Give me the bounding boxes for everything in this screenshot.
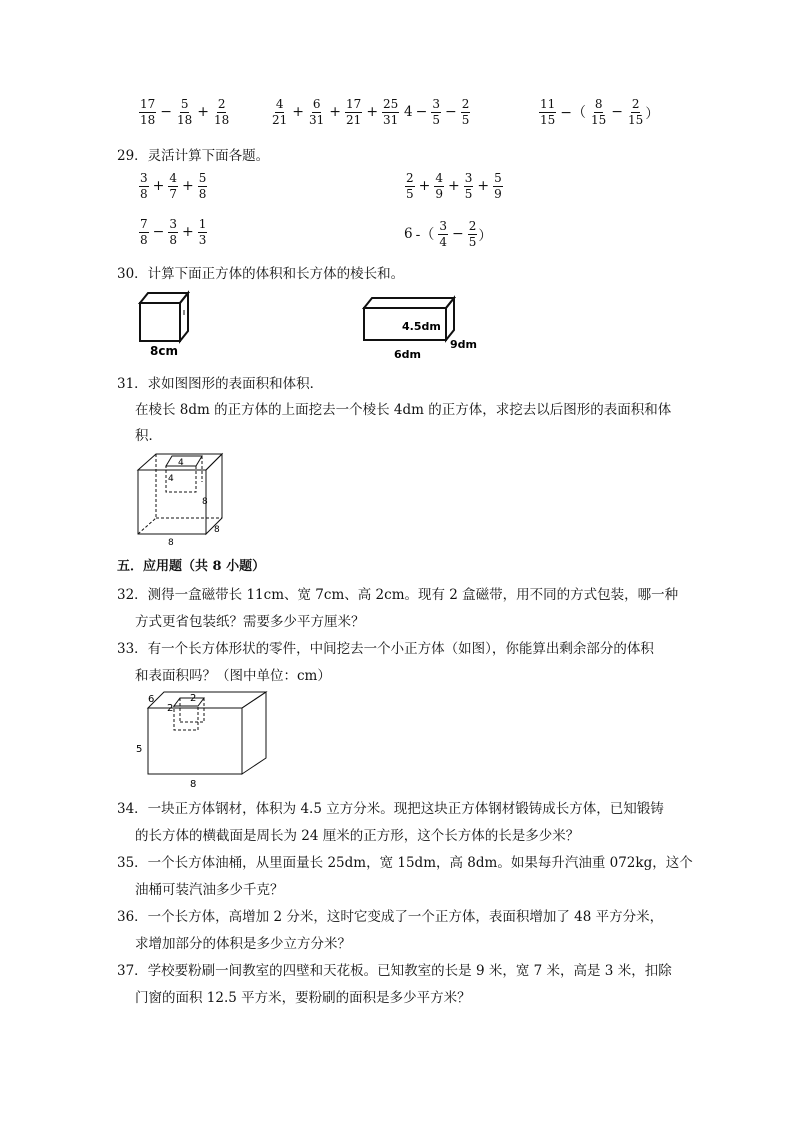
fraction: $\frac{4}{21}$ bbox=[272, 96, 288, 127]
question-36-line1: 36．一个长方体，高增加 2 分米，这时它变成了一个正方体，表面积增加了 48 平方分米， bbox=[117, 909, 664, 925]
fraction: $\frac{11}{15}$ bbox=[540, 96, 556, 127]
question-33-line1: 33．有一个长方体形状的零件，中间挖去一个小正方体（如图），你能算出剩余部分的体积 bbox=[117, 641, 654, 657]
expr-row0-2: $\frac{4}{21}$ + $\frac{6}{31}$ + $\frac{17}{21}$ + $\frac{25}{31}$ bbox=[272, 96, 399, 127]
cuboid-length-label: 8 bbox=[190, 779, 197, 790]
fraction: $\frac{17}{21}$ bbox=[346, 96, 362, 127]
question-32-line2: 方式更省包装纸？需要多少平方厘米？ bbox=[135, 614, 365, 630]
expr-row0-1: $\frac{17}{18}$ − $\frac{5}{18}$ + $\frac{2}{18}$ bbox=[140, 96, 230, 127]
fraction: $\frac{5}{9}$ bbox=[494, 170, 502, 201]
fraction: $\frac{4}{7}$ bbox=[169, 170, 178, 201]
fraction: $\frac{2}{18}$ bbox=[214, 96, 230, 127]
cuboid-height-label: 5 bbox=[136, 744, 143, 755]
section-5-heading: 五．应用题（共 8 小题） bbox=[117, 559, 266, 574]
fraction: $\frac{2}{5}$ bbox=[461, 96, 470, 127]
cube-length-label: 8 bbox=[168, 538, 174, 546]
cuboid-width-label: 9dm bbox=[450, 338, 477, 351]
fraction: $\frac{8}{15}$ bbox=[591, 96, 607, 127]
question-35-line2: 油桶可装汽油多少千克？ bbox=[135, 882, 284, 898]
fraction: $\frac{7}{8}$ bbox=[140, 216, 148, 247]
question-31-title: 31．求如图图形的表面积和体积． bbox=[117, 376, 324, 392]
question-37-line2: 门窗的面积 12.5 平方米，要粉刷的面积是多少平方米？ bbox=[135, 990, 471, 1006]
fraction: $\frac{1}{3}$ bbox=[198, 216, 207, 247]
fraction: $\frac{3}{4}$ bbox=[439, 218, 447, 249]
question-30-title: 30．计算下面正方体的体积和长方体的棱长和。 bbox=[117, 266, 405, 282]
expr-29-1: $\frac{3}{8}$ + $\frac{4}{7}$ + $\frac{5}{8}$ bbox=[140, 170, 207, 201]
fraction: $\frac{3}{8}$ bbox=[169, 216, 178, 247]
cutout-width-label: 4 bbox=[178, 458, 184, 468]
question-35-line1: 35．一个长方体油桶，从里面量长 25dm，宽 15dm，高 8dm。如果每升汽油重 072kg，这个 bbox=[117, 855, 693, 871]
fraction: $\frac{2}{5}$ bbox=[406, 170, 414, 201]
cuboid-figure bbox=[358, 292, 488, 362]
expr-29-2: $\frac{2}{5}$ + $\frac{4}{9}$ + $\frac{3}{5}$ + $\frac{5}{9}$ bbox=[406, 170, 502, 201]
question-37-line1: 37．学校要粉刷一间教室的四壁和天花板。已知教室的长是 9 米，宽 7 米，高是 3 米，扣除 bbox=[117, 963, 672, 979]
question-34-line2: 的长方体的横截面是周长为 24 厘米的正方形，这个长方体的长是多少米？ bbox=[135, 828, 580, 844]
fraction: $\frac{4}{9}$ bbox=[435, 170, 444, 201]
fraction: $\frac{3}{5}$ bbox=[432, 96, 440, 127]
fraction: $\frac{3}{5}$ bbox=[464, 170, 473, 201]
fraction: $\frac{17}{18}$ bbox=[140, 96, 156, 127]
expr-29-3: $\frac{7}{8}$ − $\frac{3}{8}$ + $\frac{1}{3}$ bbox=[140, 216, 207, 247]
question-33-line2: 和表面积吗？（图中单位：cm） bbox=[135, 668, 331, 684]
question-32-line1: 32．测得一盒磁带长 11cm、宽 7cm、高 2cm。现有 2 盒磁带，用不同的方式包装，哪一种 bbox=[117, 587, 679, 603]
question-36-line2: 求增加部分的体积是多少立方分米？ bbox=[135, 936, 351, 952]
question-31-line2: 积． bbox=[135, 428, 162, 444]
expr-row0-3: 4 − $\frac{3}{5}$ − $\frac{2}{5}$ bbox=[404, 96, 470, 127]
cuboid-height-label: 4.5dm bbox=[402, 320, 441, 333]
fraction: $\frac{3}{8}$ bbox=[140, 170, 148, 201]
fraction: $\frac{5}{18}$ bbox=[177, 96, 193, 127]
fraction: $\frac{2}{15}$ bbox=[628, 96, 644, 127]
cutout-side-label: 2 bbox=[167, 703, 174, 714]
question-29-title: 29．灵活计算下面各题。 bbox=[117, 148, 270, 164]
question-34-line1: 34．一块正方体钢材，体积为 4.5 立方分米。现把这块正方体钢材锻铸成长方体，已知锻铸 bbox=[117, 801, 664, 817]
cutout-depth-label: 4 bbox=[168, 474, 174, 484]
cutout-top-label: 2 bbox=[190, 693, 197, 704]
question-31-line1: 在棱长 8dm 的正方体的上面挖去一个棱长 4dm 的正方体，求挖去以后图形的表面积和体 bbox=[135, 402, 672, 418]
cube-figure bbox=[130, 285, 210, 360]
fraction: $\frac{25}{31}$ bbox=[383, 96, 399, 127]
fraction: $\frac{5}{8}$ bbox=[198, 170, 207, 201]
cuboid-width-label: 6 bbox=[148, 694, 155, 705]
expr-29-4: 6 -（ $\frac{3}{4}$ − $\frac{2}{5}$ ） bbox=[404, 218, 492, 249]
fraction: $\frac{2}{5}$ bbox=[468, 218, 477, 249]
cuboid-length-label: 6dm bbox=[394, 348, 421, 361]
expr-row0-4: $\frac{11}{15}$ −（ $\frac{8}{15}$ − $\frac{2}{15}$ ） bbox=[540, 96, 659, 127]
cube-cutout-figure bbox=[130, 448, 230, 546]
fraction: $\frac{6}{31}$ bbox=[309, 96, 325, 127]
cube-width-label: 8 bbox=[214, 525, 220, 535]
cuboid-cutout-figure bbox=[130, 688, 275, 790]
cube-edge-label: 8cm bbox=[150, 344, 178, 358]
cube-height-label: 8 bbox=[202, 497, 208, 507]
